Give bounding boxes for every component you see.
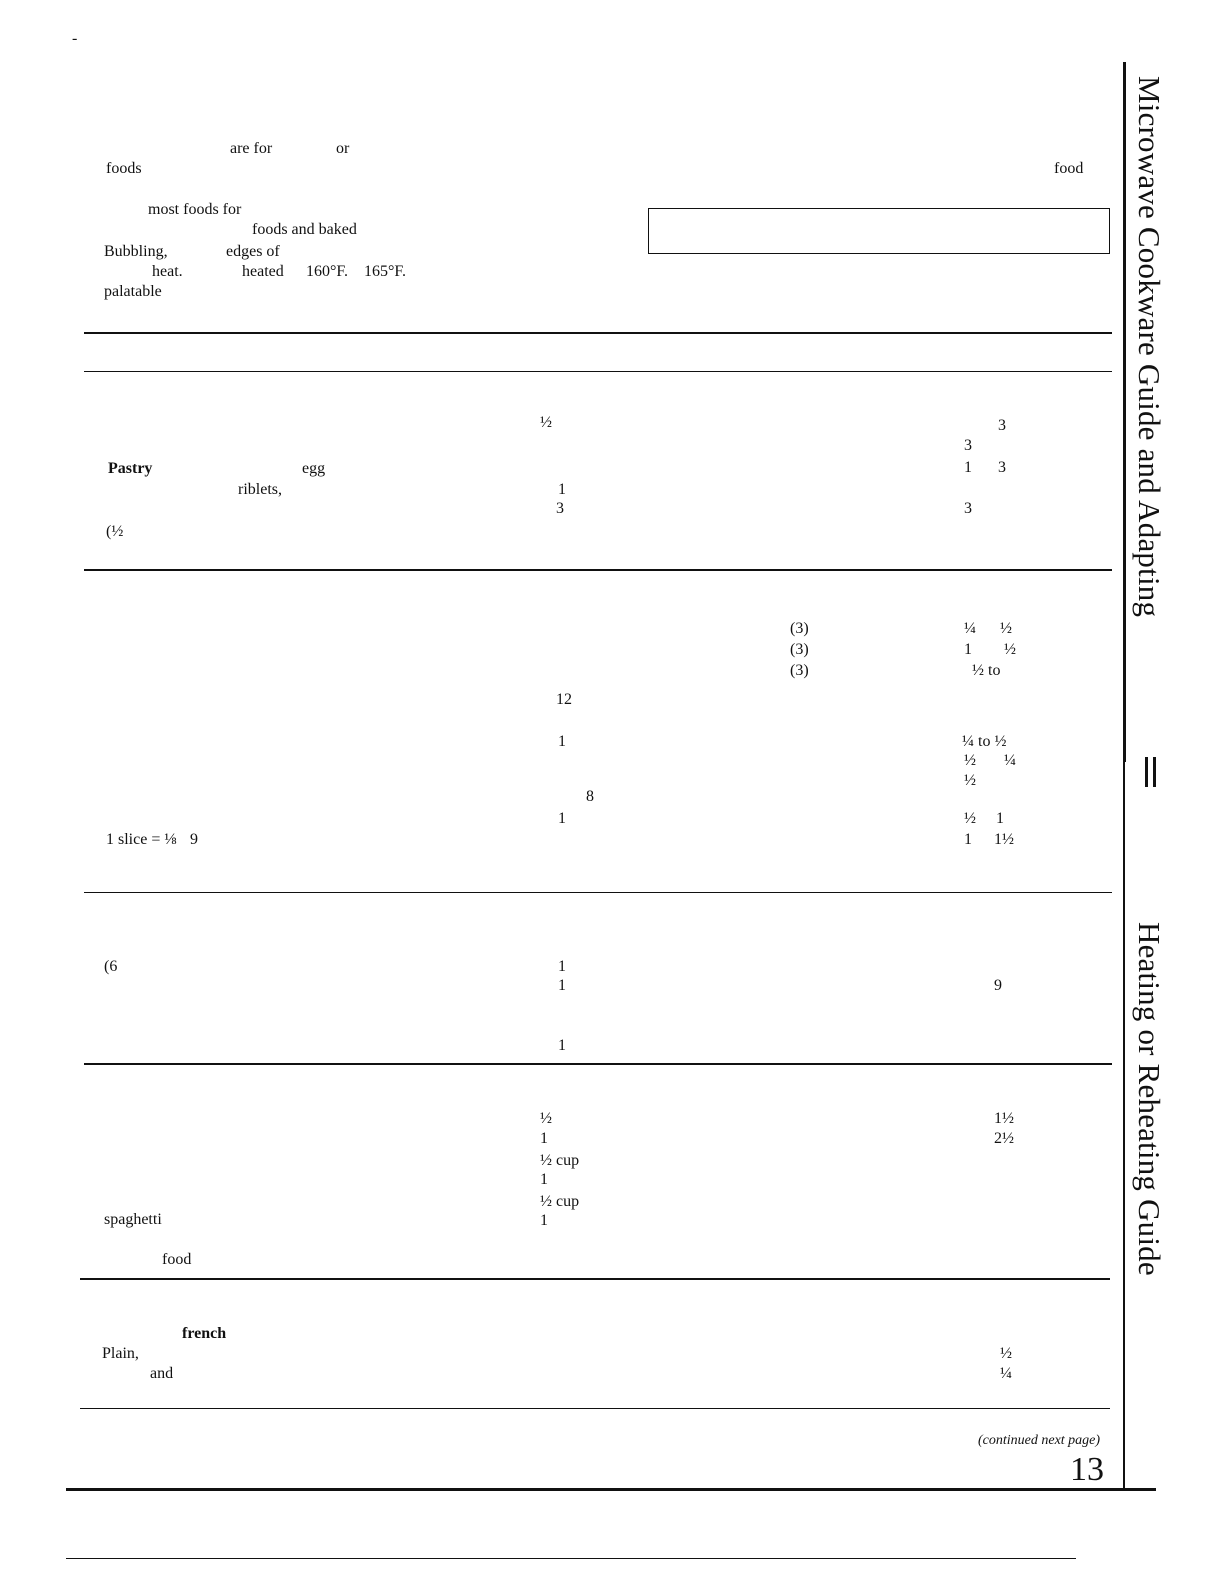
food-label: egg [302, 460, 326, 477]
amount-cell: 12 [556, 691, 572, 708]
intro-text: foods and baked [252, 221, 357, 238]
setting-cell: (3) [790, 620, 809, 637]
amount-cell: ½ cup [540, 1152, 580, 1169]
food-label: spaghetti [104, 1211, 162, 1228]
page-number: 13 [1070, 1451, 1104, 1488]
amount-cell: 1 [558, 958, 566, 975]
intro-text: most foods for [148, 201, 242, 218]
time-cell: 2½ [994, 1130, 1014, 1147]
food-label: and [150, 1365, 174, 1382]
amount-cell: 1 [558, 481, 566, 498]
time-cell: 1½ [994, 1110, 1014, 1127]
side-title-heating-guide: Heating or Reheating Guide [1132, 922, 1167, 1276]
amount-cell: 1 [558, 733, 566, 750]
setting-cell: (3) [790, 662, 809, 679]
page-bottom-rule [66, 1488, 1156, 1491]
continued-note: (continued next page) [978, 1433, 1101, 1448]
amount-cell: 1 [558, 810, 566, 827]
time-cell: 1½ [994, 831, 1014, 848]
food-label: riblets, [238, 481, 282, 498]
intro-text: heated [242, 263, 284, 280]
side-bar-tick [1145, 757, 1148, 787]
side-bar-tick [1153, 757, 1156, 787]
time-cell: 3 [998, 459, 1006, 476]
time-cell: 1 [964, 459, 972, 476]
time-cell: 1 [964, 831, 972, 848]
time-cell: ¼ [964, 620, 976, 637]
time-cell: ½ [964, 772, 976, 789]
callout-box [648, 208, 1110, 254]
amount-cell: 1 [540, 1212, 548, 1229]
amount-cell: 1 [558, 1037, 566, 1054]
section-divider [80, 1278, 1110, 1280]
intro-text: 165°F. [364, 263, 407, 280]
section-divider [84, 892, 1112, 893]
intro-text: heat. [152, 263, 183, 280]
amount-cell: ½ [540, 414, 552, 431]
amount-cell: 1 [540, 1130, 548, 1147]
time-cell: ¼ [1000, 1365, 1012, 1382]
top-mark: - [72, 30, 78, 47]
time-cell: 1 [964, 641, 972, 658]
intro-text: are for [230, 140, 273, 157]
intro-text: foods [106, 160, 142, 177]
scan-edge-line [66, 1558, 1076, 1559]
amount-cell: ½ cup [540, 1193, 580, 1210]
food-label: french [182, 1325, 227, 1342]
food-label: Plain, [102, 1345, 139, 1362]
food-label: (½ [106, 523, 124, 540]
intro-text: palatable [104, 283, 162, 300]
time-cell: ¼ to ½ [962, 733, 1007, 750]
side-bar [1123, 62, 1126, 762]
time-cell: ½ [1000, 1345, 1012, 1362]
table-bottom-rule [80, 1408, 1110, 1409]
time-cell: ½ [964, 810, 976, 827]
amount-cell: 1 [558, 977, 566, 994]
header-rule [84, 371, 1112, 372]
amount-cell: 8 [586, 788, 594, 805]
time-cell: 3 [964, 437, 972, 454]
time-cell: 3 [964, 500, 972, 517]
time-cell: 1 [996, 810, 1004, 827]
food-label: 1 slice = ⅛ [106, 831, 177, 848]
time-cell: ¼ [1004, 752, 1016, 769]
section-divider [84, 1063, 1112, 1065]
time-cell: ½ [1004, 641, 1016, 658]
table-top-rule [84, 332, 1112, 334]
intro-text: 160°F. [306, 263, 349, 280]
food-label: food [162, 1251, 192, 1268]
side-title-cookware-guide: Microwave Cookware Guide and Adapting [1132, 76, 1167, 618]
time-cell: 3 [998, 417, 1006, 434]
section-divider [84, 569, 1112, 571]
amount-cell: ½ [540, 1110, 552, 1127]
food-label: Pastry [108, 460, 153, 477]
amount-cell: 1 [540, 1171, 548, 1188]
time-cell: ½ [964, 752, 976, 769]
intro-text: Bubbling, [104, 243, 168, 260]
amount-cell: 3 [556, 500, 564, 517]
side-bar [1123, 762, 1125, 1490]
food-label: (6 [104, 958, 118, 975]
setting-cell: (3) [790, 641, 809, 658]
intro-text: edges of [226, 243, 280, 260]
intro-text: food [1054, 160, 1084, 177]
time-cell: ½ [1000, 620, 1012, 637]
time-cell: 9 [994, 977, 1002, 994]
food-label: 9 [190, 831, 198, 848]
intro-text: or [336, 140, 350, 157]
time-cell: ½ to [972, 662, 1001, 679]
